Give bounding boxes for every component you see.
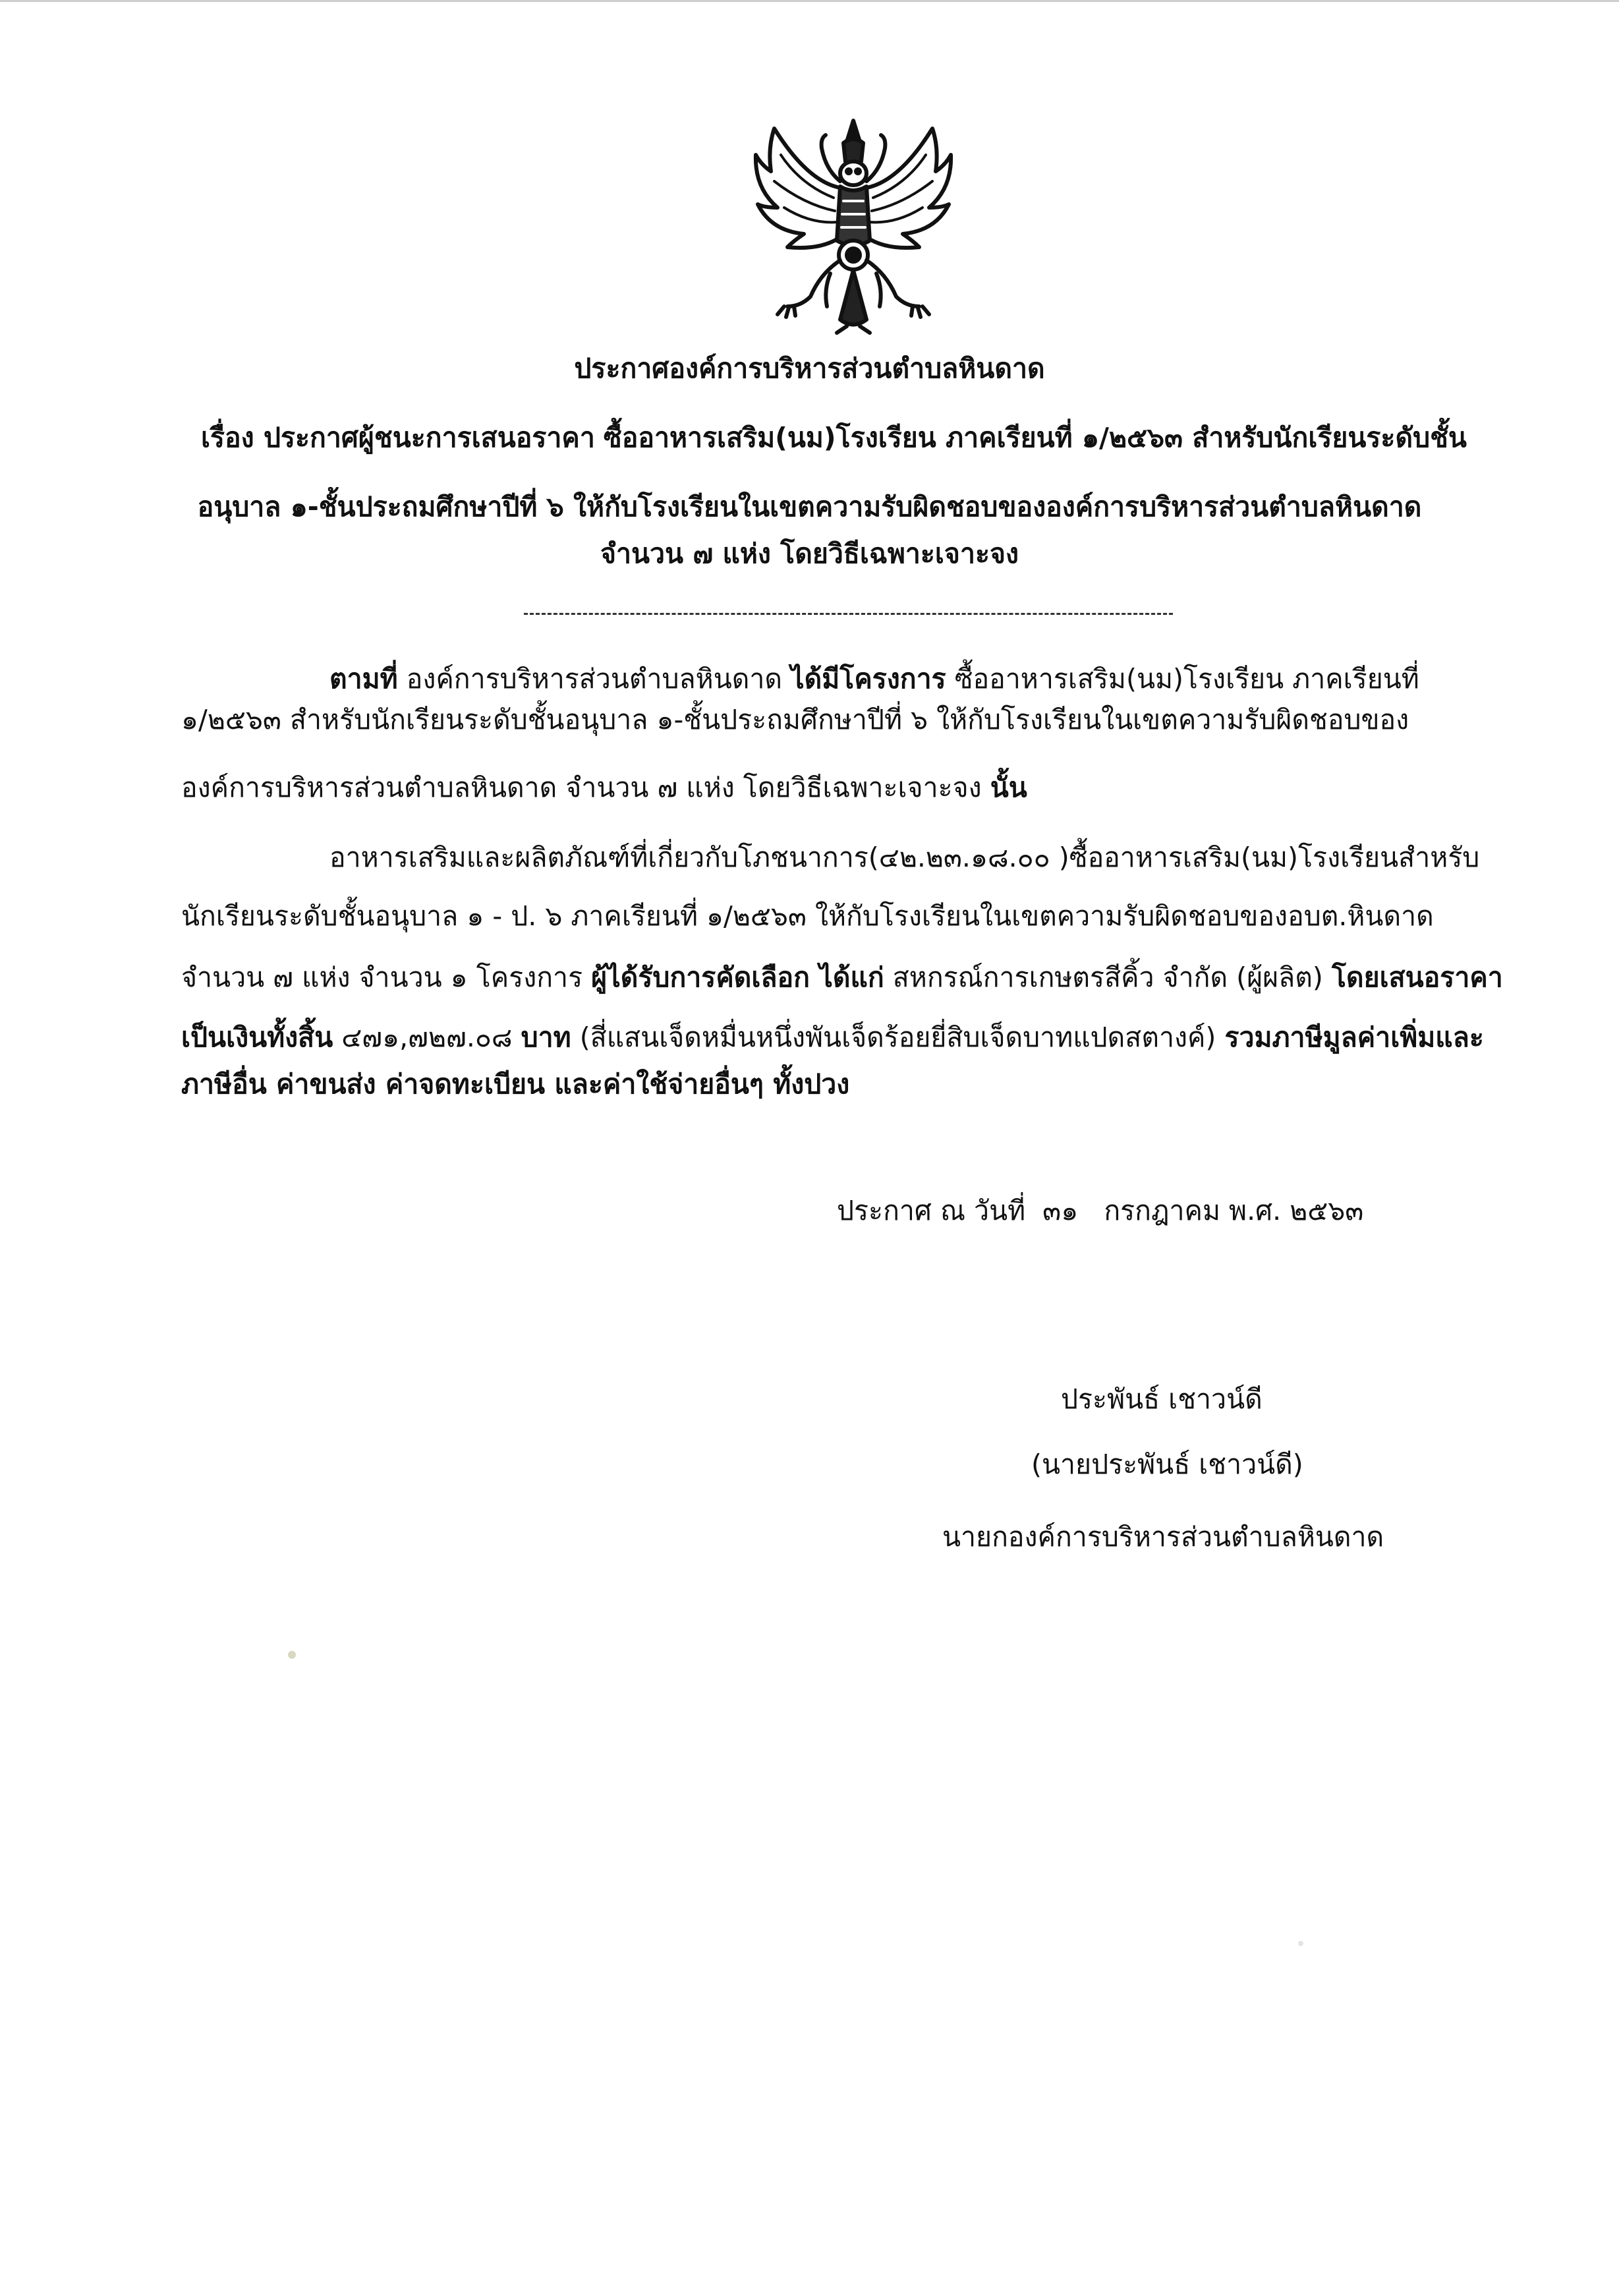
- paragraph-1-line-3: [181, 774, 1027, 801]
- signature-name: ประพันธ์ เชาวน์ดี: [1061, 1383, 1263, 1415]
- announcement-date: ประกาศ ณ วันที่ ๓๑ กรกฎาคม พ.ศ. ๒๕๖๓: [837, 1195, 1364, 1226]
- p2-offer-label: โดยเสนอราคา: [1331, 961, 1503, 993]
- scan-speck: [1298, 1941, 1303, 1946]
- paragraph-2-line-4: [181, 1021, 1484, 1053]
- separator-rule: [524, 613, 1173, 615]
- garuda-emblem-icon: [748, 109, 959, 336]
- p2-total-label: เป็นเงินทั้งสิ้น: [181, 1021, 333, 1053]
- paragraph-2-line-2: นักเรียนระดับชั้นอนุบาล ๑ - ป. ๖ ภาคเรียนที่ ๑/๒๕๖๓ ให้กับโรงเรียนในเขตความรับผิดชอบของอบต.หินดาด: [181, 900, 1434, 932]
- p1-project: ซื้ออาหารเสริม(นม)โรงเรียน ภาคเรียนที่: [946, 663, 1419, 695]
- p2-tax-label: รวมภาษีมูลค่าเพิ่มและ: [1224, 1021, 1484, 1053]
- printed-name: (นายประพันธ์ เชาวน์ดี): [1031, 1449, 1303, 1480]
- p2-count: จำนวน ๗ แห่ง จำนวน ๑ โครงการ: [181, 961, 592, 993]
- issuer-heading: ประกาศองค์การบริหารส่วนตำบลหินดาด: [574, 353, 1045, 384]
- subject-line-2: อนุบาล ๑-ชั้นประถมศึกษาปีที่ ๖ ให้กับโรงเรียนในเขตความรับผิดชอบขององค์การบริหารส่วนตำบลหินดาด: [197, 491, 1422, 523]
- p1-project-label: ได้มีโครงการ: [791, 663, 946, 695]
- paragraph-1-line-2: ๑/๒๕๖๓ สำหรับนักเรียนระดับชั้นอนุบาล ๑-ชั้นประถมศึกษาปีที่ ๖ ให้กับโรงเรียนในเขตความรับผิดชอบของ: [181, 704, 1409, 735]
- paragraph-1-line-1: [329, 663, 1419, 695]
- signatory-position: นายกองค์การบริหารส่วนตำบลหินดาด: [942, 1521, 1384, 1553]
- subject-text-1: ซื้ออาหารเสริม(นม)โรงเรียน ภาคเรียนที่ ๑/๒๕๖๓ สำหรับนักเรียนระดับชั้น: [603, 422, 1467, 453]
- p2-baht: บาท: [521, 1021, 571, 1053]
- paragraph-2-line-3: [181, 961, 1503, 993]
- p2-amount: ๔๗๑,๗๒๗.๐๘: [333, 1021, 521, 1053]
- paragraph-2-line-1: อาหารเสริมและผลิตภัณฑ์ที่เกี่ยวกับโภชนาการ(๔๒.๒๓.๑๘.๐๐ )ซื้ออาหารเสริม(นม)โรงเรียนสำหรับ: [329, 842, 1480, 873]
- p1-end: นั้น: [990, 772, 1027, 803]
- p1-line3-text: องค์การบริหารส่วนตำบลหินดาด จำนวน ๗ แห่ง โดยวิธีเฉพาะเจาะจง: [181, 772, 990, 803]
- p2-amount-words: (สี่แสนเจ็ดหมื่นหนึ่งพันเจ็ดร้อยยี่สิบเจ็ดบาทแปดสตางค์): [571, 1021, 1225, 1053]
- p1-org: องค์การบริหารส่วนตำบลหินดาด: [397, 663, 791, 695]
- p2-selected-label: ผู้ได้รับการคัดเลือก ได้แก่: [591, 961, 884, 993]
- subject-line-3: จำนวน ๗ แห่ง โดยวิธีเฉพาะเจาะจง: [600, 538, 1019, 569]
- p1-lead: ตามที่: [329, 663, 398, 695]
- p2-vendor: สหกรณ์การเกษตรสีคิ้ว จำกัด (ผู้ผลิต): [884, 961, 1332, 993]
- subject-line-1: [201, 424, 1467, 451]
- scan-speck: [288, 1651, 296, 1659]
- subject-label: เรื่อง ประกาศผู้ชนะการเสนอราคา: [201, 422, 595, 453]
- paragraph-2-line-5: ภาษีอื่น ค่าขนส่ง ค่าจดทะเบียน และค่าใช้จ่ายอื่นๆ ทั้งปวง: [181, 1068, 850, 1100]
